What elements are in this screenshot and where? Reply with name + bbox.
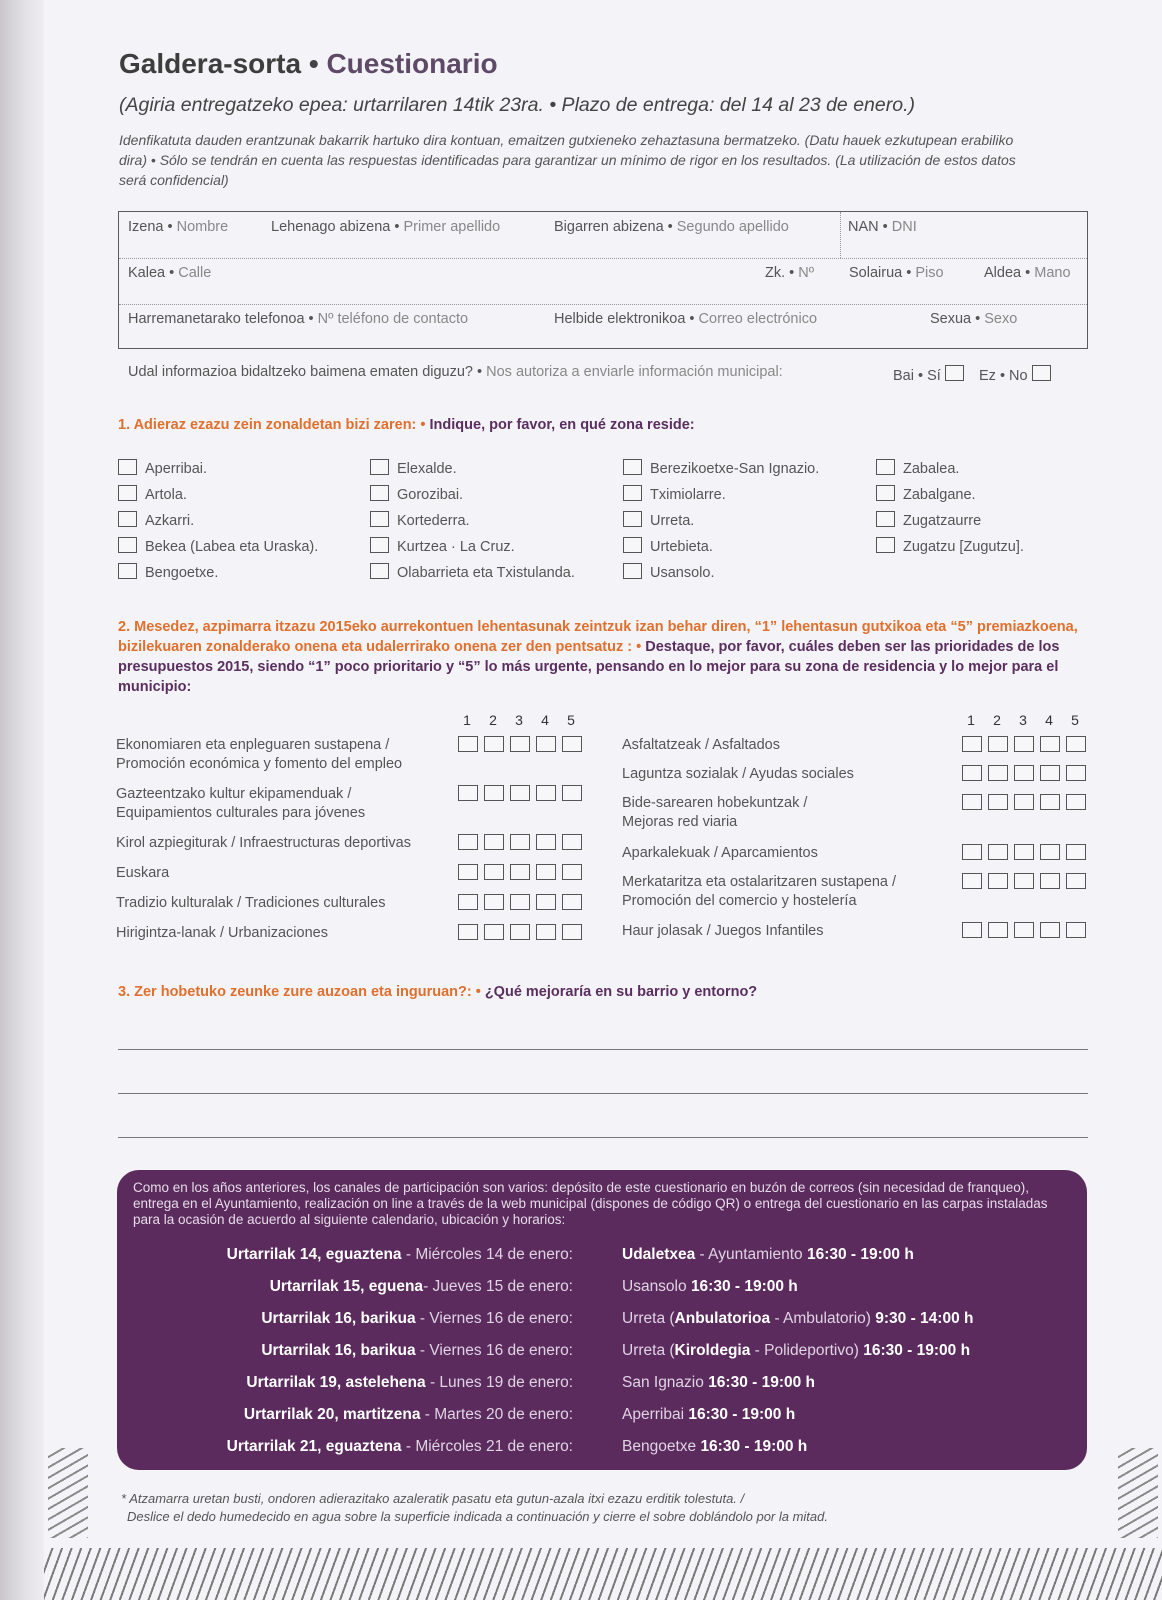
permission-no: Ez • No — [979, 364, 1051, 384]
rating-box-5[interactable] — [1066, 844, 1086, 860]
zone-checkbox[interactable] — [118, 511, 137, 527]
schedule-place: Bengoetxe 16:30 - 19:00 h — [622, 1438, 808, 1455]
schedule-date: Urtarrilak 16, barikua - Viernes 16 de enero: — [261, 1342, 573, 1359]
zone-option[interactable]: Bengoetxe. — [118, 561, 218, 581]
rating-box-3[interactable] — [510, 736, 530, 752]
rating-box-4[interactable] — [536, 834, 556, 850]
rating-box-4[interactable] — [1040, 844, 1060, 860]
rating-boxes — [458, 785, 588, 806]
zone-checkbox[interactable] — [118, 563, 137, 579]
answer-line-3[interactable] — [118, 1137, 1088, 1138]
rating-box-3[interactable] — [1014, 922, 1034, 938]
rating-box-5[interactable] — [562, 736, 582, 752]
rating-box-1[interactable] — [458, 785, 478, 801]
rating-box-1[interactable] — [458, 736, 478, 752]
rating-box-5[interactable] — [562, 894, 582, 910]
rating-box-2[interactable] — [484, 785, 504, 801]
zone-option[interactable]: Berezikoetxe-San Ignazio. — [623, 457, 819, 477]
priority-item: Tradizio kulturalak / Tradiciones culturales — [116, 895, 386, 911]
zone-checkbox[interactable] — [370, 563, 389, 579]
priority-item: Laguntza sozialak / Ayudas sociales — [622, 766, 854, 782]
zone-option[interactable]: Urtebieta. — [623, 535, 713, 555]
zone-option[interactable]: Zabalea. — [876, 457, 959, 477]
rating-box-2[interactable] — [988, 844, 1008, 860]
zone-checkbox[interactable] — [876, 485, 895, 501]
rating-box-3[interactable] — [510, 785, 530, 801]
rating-box-2[interactable] — [484, 834, 504, 850]
envelope-seal-strip[interactable] — [44, 1548, 1162, 1600]
schedule-place: Aperribai 16:30 - 19:00 h — [622, 1406, 796, 1423]
zone-checkbox[interactable] — [876, 511, 895, 527]
page-edge-shadow — [0, 0, 44, 1600]
rating-box-2[interactable] — [988, 736, 1008, 752]
rating-box-4[interactable] — [536, 924, 556, 940]
question-1: 1. Adieraz ezazu zein zonaldetan bizi zaren: • Indique, por favor, en qué zona reside: — [118, 417, 695, 433]
rating-box-3[interactable] — [1014, 873, 1034, 889]
delivery-deadline: (Agiria entregatzeko epea: urtarrilaren 14tik 23ra. • Plazo de entrega: del 14 al 23 de enero.) — [119, 94, 915, 116]
rating-box-5[interactable] — [1066, 922, 1086, 938]
schedule-place: San Ignazio 16:30 - 19:00 h — [622, 1374, 816, 1391]
participation-info-panel — [117, 1170, 1087, 1470]
dni-divider — [840, 212, 841, 258]
rating-box-1[interactable] — [458, 894, 478, 910]
permission-no-checkbox[interactable] — [1032, 365, 1051, 381]
rating-box-5[interactable] — [562, 864, 582, 880]
rating-box-3[interactable] — [510, 894, 530, 910]
zone-checkbox[interactable] — [623, 459, 642, 475]
scale-header-left: 1 2 3 4 5 — [463, 712, 575, 728]
schedule-place: Urreta (Kiroldegia - Polideportivo) 16:30 - 19:00 h — [622, 1342, 971, 1359]
participation-intro: Como en los años anteriores, los canales de participación son varios: depósito de este cuestionario en buzón de correos (sin necesidad de franqueo), entrega en el Ayuntamiento, realización on line a través de la web municipal (dispones de código QR) o entrega del cuestionario en las carpas instaladas para la ocasión de acuerdo al siguiente calendario, ubicación y horarios: — [133, 1180, 1048, 1227]
zone-checkbox[interactable] — [623, 485, 642, 501]
priority-item: Hirigintza-lanak / Urbanizaciones — [116, 925, 328, 941]
priority-item: Haur jolasak / Juegos Infantiles — [622, 923, 824, 939]
rating-boxes — [458, 736, 588, 757]
permission-yes-checkbox[interactable] — [945, 365, 964, 381]
permission-question: Udal informazioa bidaltzeko baimena ematen diguzu? • Nos autoriza a enviarle información municipal: — [128, 364, 783, 380]
rating-box-3[interactable] — [1014, 844, 1034, 860]
rating-box-2[interactable] — [988, 873, 1008, 889]
zone-option[interactable]: Zugatzaurre — [876, 509, 981, 529]
rating-box-3[interactable] — [1014, 736, 1034, 752]
rating-boxes — [962, 873, 1092, 894]
rating-box-4[interactable] — [1040, 765, 1060, 781]
zone-option[interactable]: Artola. — [118, 483, 187, 503]
priority-item: Kirol azpiegiturak / Infraestructuras deportivas — [116, 835, 411, 851]
schedule-place: Usansolo 16:30 - 19:00 h — [622, 1278, 798, 1295]
rating-box-5[interactable] — [562, 785, 582, 801]
rating-box-1[interactable] — [962, 873, 982, 889]
second-surname-field[interactable]: Bigarren abizena • Segundo apellido — [554, 219, 789, 235]
seal-hatch-left — [48, 1448, 88, 1538]
confidentiality-note: Idenfikatuta dauden erantzunak bakarrik hartuko dira kontuan, emaitzen gutxieneko zehaztasuna bermatzeko. (Datu hauek ezkutupean erabiliko dira) • Sólo se tendrán en cuenta las respuestas identificadas para garantizar un mínimo de rigor en los resultados. (La utilización de estos datos será confidencial) — [119, 132, 1016, 188]
zone-option[interactable]: Zabalgane. — [876, 483, 976, 503]
floor-field[interactable]: Solairua • Piso — [849, 265, 944, 281]
rating-boxes — [458, 924, 588, 945]
zone-checkbox[interactable] — [370, 537, 389, 553]
rating-box-1[interactable] — [962, 736, 982, 752]
rating-box-5[interactable] — [1066, 873, 1086, 889]
priority-item: Aparkalekuak / Aparcamientos — [622, 845, 818, 861]
sex-field[interactable]: Sexua • Sexo — [930, 311, 1018, 327]
form-row-contact — [119, 304, 1087, 350]
form-row-address — [119, 258, 1087, 305]
zone-option[interactable]: Aperribai. — [118, 457, 207, 477]
zone-option[interactable]: Gorozibai. — [370, 483, 463, 503]
rating-box-3[interactable] — [1014, 765, 1034, 781]
rating-box-3[interactable] — [510, 924, 530, 940]
rating-box-1[interactable] — [962, 844, 982, 860]
zone-option[interactable]: Urreta. — [623, 509, 694, 529]
schedule-date: Urtarrilak 19, astelehena - Lunes 19 de enero: — [246, 1374, 573, 1391]
rating-boxes — [458, 834, 588, 855]
zone-option[interactable]: Tximiolarre. — [623, 483, 726, 503]
zone-option[interactable]: Olabarrieta eta Txistulanda. — [370, 561, 575, 581]
rating-boxes — [962, 765, 1092, 786]
seal-hatch-right — [1118, 1448, 1158, 1538]
rating-box-5[interactable] — [1066, 736, 1086, 752]
schedule-date: Urtarrilak 16, barikua - Viernes 16 de enero: — [261, 1310, 573, 1327]
side-field[interactable]: Aldea • Mano — [984, 265, 1071, 281]
footnote: * Atzamarra uretan busti, ondoren adierazitako azaleratik pasatu eta gutun-azala itxi ezazu erditik tolestuta. / Deslice el dedo humedecido en agua sobre la superficie indicada a continuación y cierre el sobre doblándolo por la mitad. — [121, 1491, 828, 1524]
question-2: 2. Mesedez, azpimarra itzazu 2015eko aurrekontuen lehentasunak zeintzuk izan behar diren, “1” lehentasun gutxikoa eta “5” premiazkoena, bizilekuaren zonalderako onena eta udalerrirako onena zer den pentsatuz : • Destaque, por favor, cuáles deben ser las prioridades de los presupuestos 2015, siendo “1” poco prioritario y “5” lo más urgente, pensando en lo mejor para su zona de residencia y lo mejor para el municipio: — [118, 619, 1078, 695]
dni-field[interactable]: NAN • DNI — [848, 219, 917, 235]
zone-checkbox[interactable] — [876, 459, 895, 475]
name-field[interactable]: Izena • Nombre — [128, 219, 229, 235]
rating-box-4[interactable] — [536, 894, 556, 910]
zone-checkbox[interactable] — [118, 485, 137, 501]
page-title: Galdera-sorta • Cuestionario — [119, 48, 498, 79]
rating-box-2[interactable] — [484, 864, 504, 880]
answer-line-2[interactable] — [118, 1093, 1088, 1094]
schedule-date: Urtarrilak 20, martitzena - Martes 20 de enero: — [243, 1406, 573, 1423]
rating-box-4[interactable] — [1040, 922, 1060, 938]
rating-boxes — [962, 736, 1092, 757]
number-field[interactable]: Zk. • Nº — [765, 265, 815, 281]
rating-box-1[interactable] — [458, 834, 478, 850]
zone-option[interactable]: Zugatzu [Zugutzu]. — [876, 535, 1024, 555]
rating-box-4[interactable] — [1040, 736, 1060, 752]
schedule-date: Urtarrilak 14, eguaztena - Miércoles 14 de enero: — [226, 1246, 573, 1263]
question-3: 3. Zer hobetuko zeunke zure auzoan eta inguruan?: • ¿Qué mejoraría en su barrio y entorno? — [118, 984, 758, 1000]
rating-box-5[interactable] — [1066, 765, 1086, 781]
zone-checkbox[interactable] — [118, 537, 137, 553]
rating-box-5[interactable] — [562, 924, 582, 940]
zone-checkbox[interactable] — [876, 537, 895, 553]
schedule-place: Udaletxea - Ayuntamiento 16:30 - 19:00 h — [622, 1246, 914, 1263]
zone-checkbox[interactable] — [370, 485, 389, 501]
zone-option[interactable]: Elexalde. — [370, 457, 457, 477]
zone-option[interactable]: Bekea (Labea eta Uraska). — [118, 535, 318, 555]
zone-checkbox[interactable] — [623, 511, 642, 527]
rating-boxes — [962, 922, 1092, 943]
rating-box-4[interactable] — [1040, 794, 1060, 810]
permission-yes: Bai • Sí — [893, 364, 964, 384]
priority-item: Bide-sarearen hobekuntzak / Mejoras red viaria — [622, 795, 808, 830]
rating-box-3[interactable] — [1014, 794, 1034, 810]
zone-checkbox[interactable] — [370, 511, 389, 527]
rating-box-1[interactable] — [962, 794, 982, 810]
zone-option[interactable]: Usansolo. — [623, 561, 714, 581]
rating-box-3[interactable] — [510, 834, 530, 850]
schedule-date: Urtarrilak 15, eguena- Jueves 15 de enero: — [269, 1278, 573, 1295]
zone-option[interactable]: Kurtzea · La Cruz. — [370, 535, 515, 555]
priority-item: Gazteentzako kultur ekipamenduak / Equipamientos culturales para jóvenes — [116, 786, 366, 821]
rating-box-2[interactable] — [484, 736, 504, 752]
rating-box-1[interactable] — [962, 765, 982, 781]
rating-box-1[interactable] — [962, 922, 982, 938]
zone-checkbox[interactable] — [118, 459, 137, 475]
rating-box-2[interactable] — [484, 894, 504, 910]
street-field[interactable]: Kalea • Calle — [128, 265, 212, 281]
rating-box-3[interactable] — [510, 864, 530, 880]
zone-checkbox[interactable] — [623, 563, 642, 579]
priority-item: Euskara — [116, 865, 170, 881]
identification-form — [118, 211, 1088, 349]
rating-box-4[interactable] — [536, 785, 556, 801]
rating-boxes — [458, 894, 588, 915]
rating-box-1[interactable] — [458, 864, 478, 880]
rating-boxes — [962, 794, 1092, 815]
phone-field[interactable]: Harremanetarako telefonoa • Nº teléfono de contacto — [128, 311, 469, 327]
answer-line-1[interactable] — [118, 1049, 1088, 1050]
email-field[interactable]: Helbide elektronikoa • Correo electrónico — [554, 311, 818, 327]
zone-option[interactable]: Kortederra. — [370, 509, 470, 529]
priority-item: Asfaltatzeak / Asfaltados — [622, 737, 780, 753]
rating-boxes — [962, 844, 1092, 865]
scale-header-right: 1 2 3 4 5 — [967, 712, 1079, 728]
schedule-place: Urreta (Anbulatorioa - Ambulatorio) 9:30 - 14:00 h — [622, 1310, 974, 1327]
rating-box-2[interactable] — [988, 922, 1008, 938]
rating-box-2[interactable] — [484, 924, 504, 940]
schedule-date: Urtarrilak 21, eguaztena - Miércoles 21 de enero: — [226, 1438, 573, 1455]
zone-checkbox[interactable] — [623, 537, 642, 553]
rating-box-4[interactable] — [536, 864, 556, 880]
rating-box-5[interactable] — [562, 834, 582, 850]
rating-boxes — [458, 864, 588, 885]
rating-box-4[interactable] — [536, 736, 556, 752]
priority-item: Ekonomiaren eta enpleguaren sustapena / Promoción económica y fomento del empleo — [116, 737, 403, 772]
rating-box-2[interactable] — [988, 794, 1008, 810]
first-surname-field[interactable]: Lehenago abizena • Primer apellido — [271, 219, 501, 235]
rating-box-5[interactable] — [1066, 794, 1086, 810]
form-row-names — [119, 212, 1087, 259]
zone-option[interactable]: Azkarri. — [118, 509, 194, 529]
rating-box-1[interactable] — [458, 924, 478, 940]
priority-item: Merkataritza eta ostalaritzaren sustapena / Promoción del comercio y hostelería — [622, 874, 897, 909]
rating-box-2[interactable] — [988, 765, 1008, 781]
zone-checkbox[interactable] — [370, 459, 389, 475]
rating-box-4[interactable] — [1040, 873, 1060, 889]
